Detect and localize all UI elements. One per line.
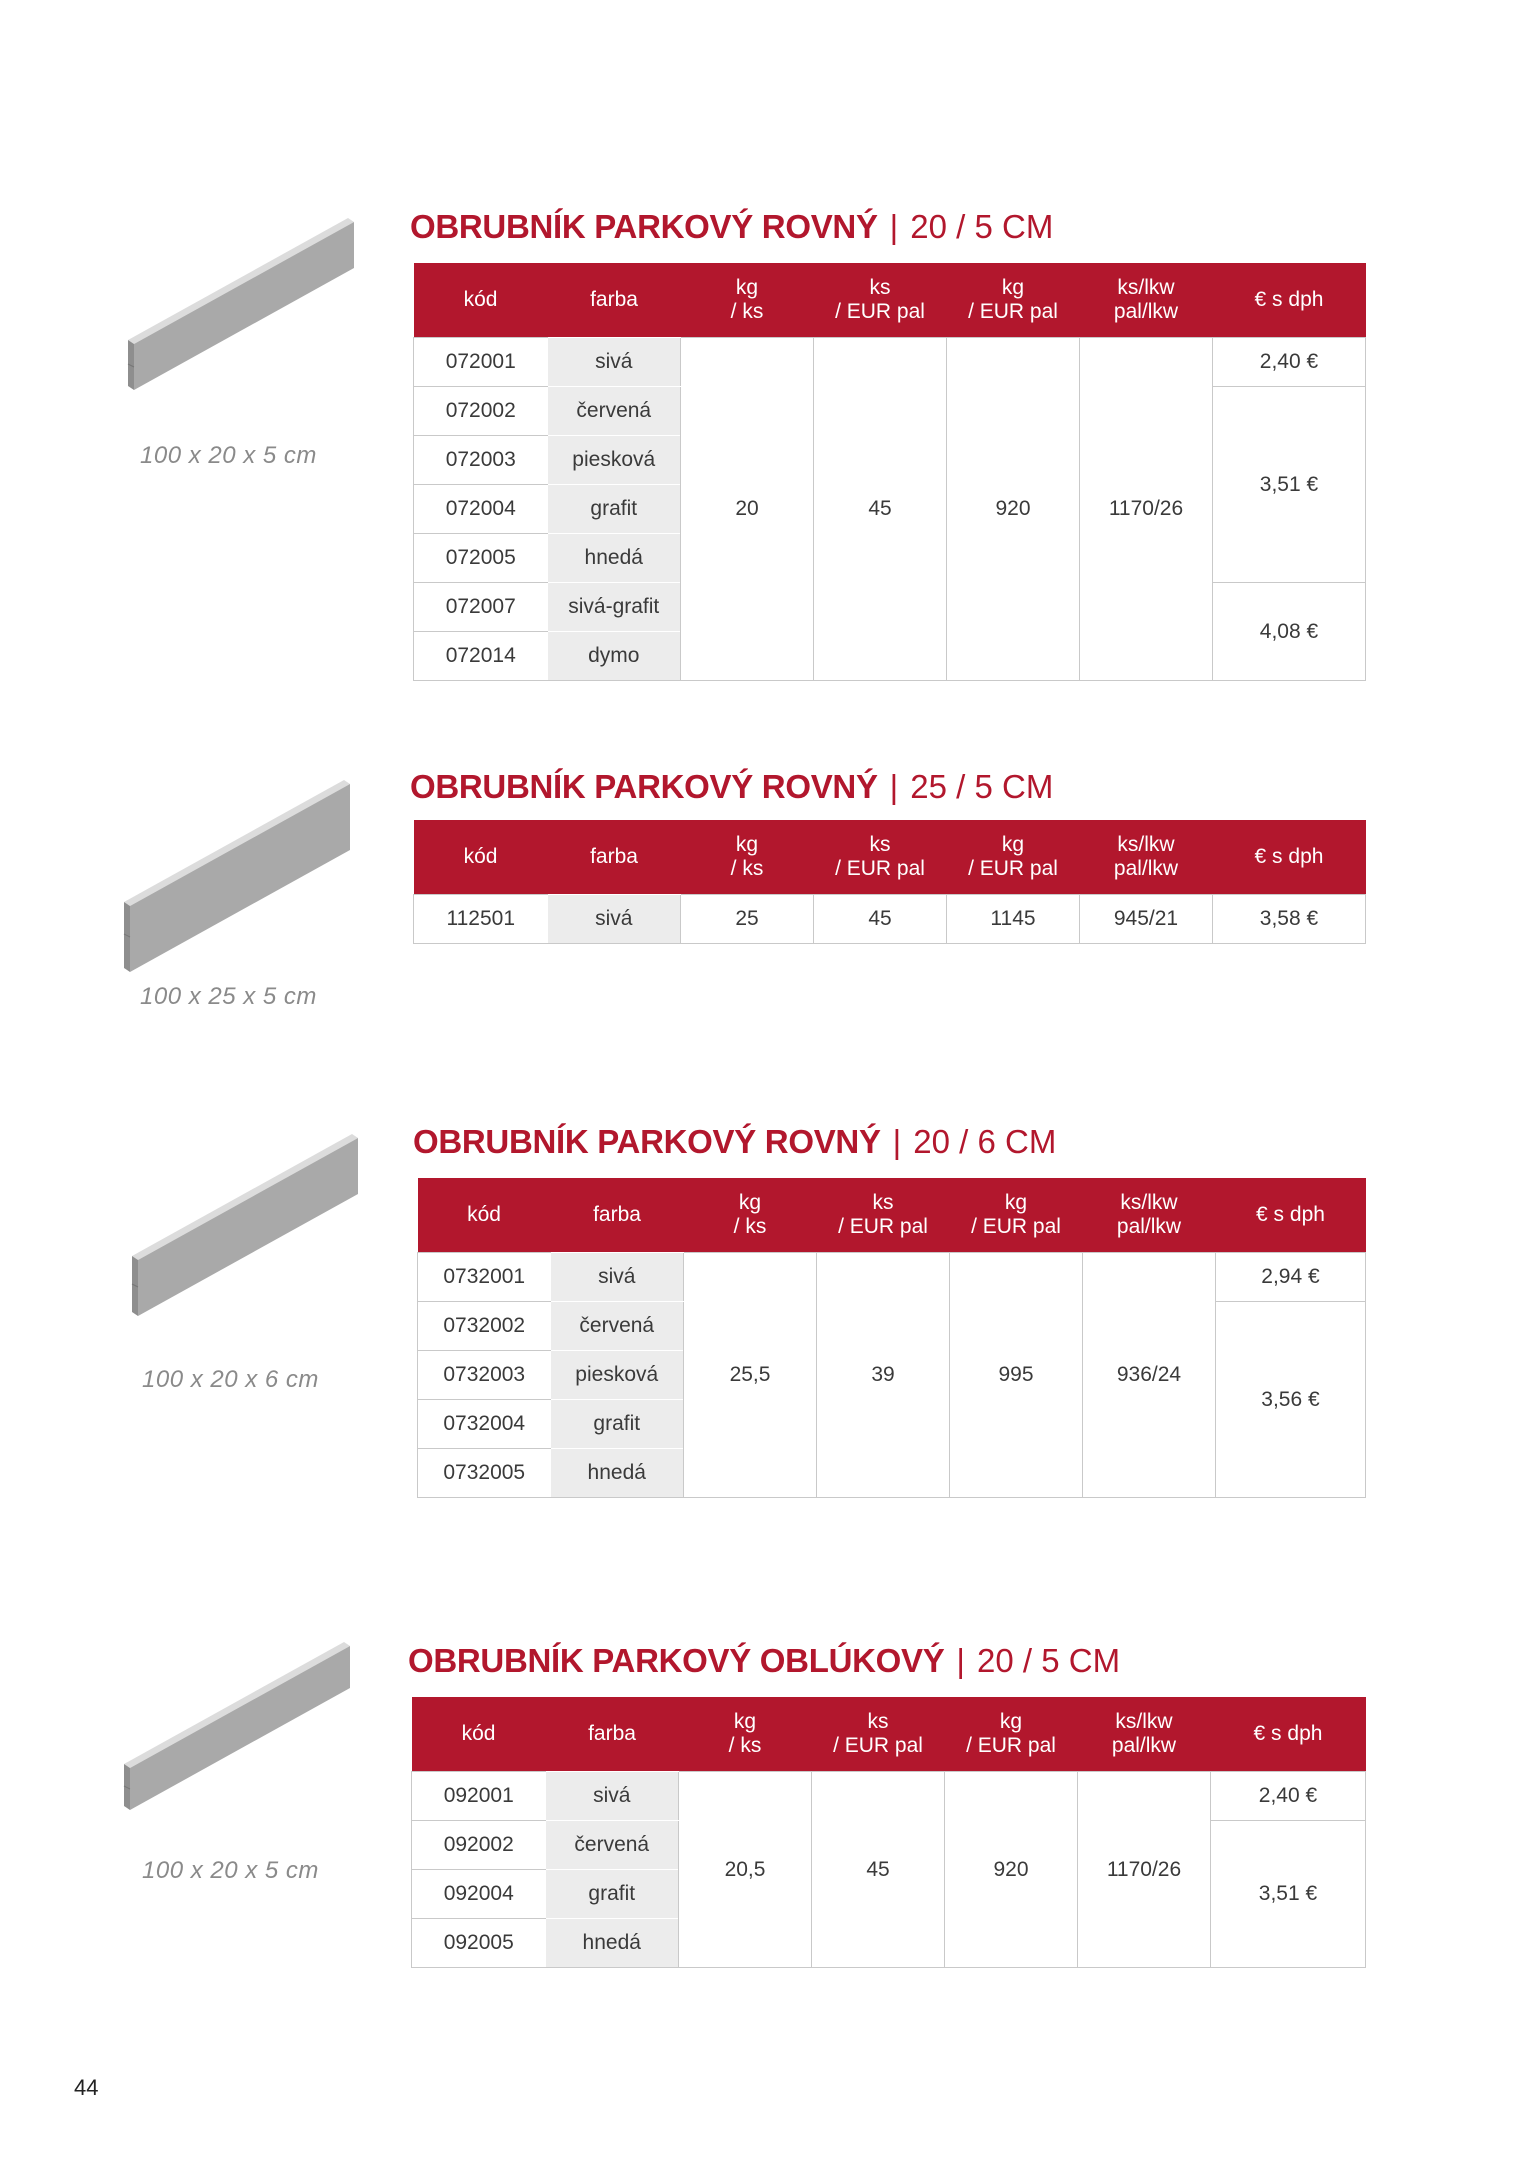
color-cell: červená	[551, 1302, 684, 1351]
code-cell: 072005	[414, 534, 548, 583]
col-farba: farba	[551, 1178, 684, 1253]
col-kg-ks-line2: / ks	[733, 1215, 767, 1238]
col-ks-pal	[814, 263, 947, 338]
col-lkw	[1080, 263, 1213, 338]
ks-pal-cell: 45	[812, 1772, 945, 1968]
col-kg-ks-line1: kg	[735, 276, 759, 299]
col-kg-ks-line1: kg	[733, 1710, 757, 1733]
col-kg-pal-line2: / EUR pal	[968, 300, 1058, 323]
col-kg-ks	[684, 1178, 817, 1253]
color-cell: piesková	[548, 436, 681, 485]
col-farba: farba	[546, 1697, 679, 1772]
color-cell: grafit	[551, 1400, 684, 1449]
price-cell: 4,08 €	[1213, 583, 1366, 681]
product-dimensions: 100 x 20 x 6 cm	[142, 1366, 319, 1393]
color-cell: sivá-grafit	[548, 583, 681, 632]
price-table	[411, 1697, 1366, 1968]
col-ks-pal	[814, 820, 947, 895]
ks-pal-cell: 39	[817, 1253, 950, 1498]
title-separator: |	[892, 1123, 902, 1160]
col-price: € s dph	[1213, 820, 1366, 895]
col-kg-pal	[950, 1178, 1083, 1253]
price-cell: 2,94 €	[1216, 1253, 1366, 1302]
curb-stone-image	[118, 774, 358, 974]
col-kg-ks-line1: kg	[738, 1191, 762, 1214]
color-cell: sivá	[551, 1253, 684, 1302]
product-size: 20 / 5 CM	[977, 1642, 1121, 1679]
section-title	[410, 770, 1053, 803]
col-price: € s dph	[1211, 1697, 1366, 1772]
col-lkw	[1083, 1178, 1216, 1253]
color-cell: piesková	[551, 1351, 684, 1400]
col-kod: kód	[414, 263, 548, 338]
col-ks-pal-line1: ks	[869, 833, 891, 856]
code-cell: 0732004	[418, 1400, 551, 1449]
col-lkw	[1080, 820, 1213, 895]
code-cell: 0732001	[418, 1253, 551, 1302]
kg-ks-cell: 20	[681, 338, 814, 681]
col-kg-ks-line2: / ks	[728, 1734, 762, 1757]
lkw-cell: 1170/26	[1078, 1772, 1211, 1968]
col-price: € s dph	[1213, 263, 1366, 338]
col-ks-pal-line1: ks	[872, 1191, 894, 1214]
code-cell: 072007	[414, 583, 548, 632]
col-kg-pal-line1: kg	[1001, 833, 1025, 856]
col-kg-ks	[679, 1697, 812, 1772]
ks-pal-cell: 45	[814, 895, 947, 944]
table-header	[412, 1697, 1366, 1772]
lkw-cell: 1170/26	[1080, 338, 1213, 681]
table-row	[418, 1253, 1366, 1302]
color-cell: červená	[546, 1821, 679, 1870]
section-title	[410, 210, 1053, 243]
color-cell: dymo	[548, 632, 681, 681]
col-lkw-line2: pal/lkw	[1113, 300, 1179, 323]
col-kg-pal-line2: / EUR pal	[966, 1734, 1056, 1757]
col-kod: kód	[412, 1697, 546, 1772]
col-lkw-line1: ks/lkw	[1117, 276, 1175, 299]
col-lkw-line1: ks/lkw	[1115, 1710, 1173, 1733]
code-cell: 072004	[414, 485, 548, 534]
product-size: 25 / 5 CM	[910, 768, 1054, 805]
curb-stone-image	[126, 1128, 366, 1328]
col-ks-pal-line1: ks	[869, 276, 891, 299]
product-name: OBRUBNÍK PARKOVÝ ROVNÝ	[410, 208, 878, 245]
code-cell: 0732005	[418, 1449, 551, 1498]
col-kod: kód	[418, 1178, 551, 1253]
col-lkw-line1: ks/lkw	[1120, 1191, 1178, 1214]
price-cell: 3,51 €	[1213, 387, 1366, 583]
col-kg-ks-line2: / ks	[730, 857, 764, 880]
title-separator: |	[956, 1642, 965, 1679]
page-number: 44	[74, 2075, 99, 2100]
product-dimensions: 100 x 20 x 5 cm	[140, 442, 317, 469]
price-cell: 3,51 €	[1211, 1821, 1366, 1968]
lkw-cell: 936/24	[1083, 1253, 1216, 1498]
col-lkw-line2: pal/lkw	[1116, 1215, 1182, 1238]
table-row	[412, 1772, 1366, 1821]
code-cell: 072003	[414, 436, 548, 485]
title-separator: |	[889, 208, 899, 245]
price-table	[413, 263, 1366, 681]
curb-stone-image	[118, 1636, 358, 1826]
col-ks-pal	[812, 1697, 945, 1772]
code-cell: 072002	[414, 387, 548, 436]
title-separator: |	[889, 768, 899, 805]
product-size: 20 / 5 CM	[910, 208, 1054, 245]
col-kg-pal	[945, 1697, 1078, 1772]
col-ks-pal-line2: / EUR pal	[838, 1215, 928, 1238]
kg-pal-cell: 1145	[947, 895, 1080, 944]
kg-pal-cell: 995	[950, 1253, 1083, 1498]
product-size: 20 / 6 CM	[913, 1123, 1057, 1160]
col-kg-pal	[947, 820, 1080, 895]
table-header	[414, 820, 1366, 895]
col-kg-ks	[681, 820, 814, 895]
curb-stone-image	[122, 212, 362, 402]
code-cell: 092002	[412, 1821, 546, 1870]
ks-pal-cell: 45	[814, 338, 947, 681]
col-kg-pal	[947, 263, 1080, 338]
col-ks-pal-line2: / EUR pal	[835, 857, 925, 880]
product-dimensions: 100 x 20 x 5 cm	[142, 1857, 319, 1884]
table-header	[418, 1178, 1366, 1253]
code-cell: 092001	[412, 1772, 546, 1821]
price-cell: 3,56 €	[1216, 1302, 1366, 1498]
col-kg-pal-line2: / EUR pal	[968, 857, 1058, 880]
color-cell: grafit	[546, 1870, 679, 1919]
col-lkw-line2: pal/lkw	[1111, 1734, 1177, 1757]
color-cell: hnedá	[548, 534, 681, 583]
table-row	[414, 338, 1366, 387]
color-cell: grafit	[548, 485, 681, 534]
kg-ks-cell: 25	[681, 895, 814, 944]
col-price: € s dph	[1216, 1178, 1366, 1253]
lkw-cell: 945/21	[1080, 895, 1213, 944]
price-cell: 2,40 €	[1213, 338, 1366, 387]
col-kg-pal-line1: kg	[1004, 1191, 1028, 1214]
color-cell: sivá	[548, 338, 681, 387]
table-header	[414, 263, 1366, 338]
col-kg-ks-line1: kg	[735, 833, 759, 856]
price-cell: 3,58 €	[1213, 895, 1366, 944]
kg-pal-cell: 920	[945, 1772, 1078, 1968]
section-title	[408, 1644, 1120, 1677]
col-farba: farba	[548, 820, 681, 895]
code-cell: 072014	[414, 632, 548, 681]
kg-pal-cell: 920	[947, 338, 1080, 681]
code-cell: 092005	[412, 1919, 546, 1968]
product-name: OBRUBNÍK PARKOVÝ ROVNÝ	[413, 1123, 881, 1160]
col-kod: kód	[414, 820, 548, 895]
col-ks-pal	[817, 1178, 950, 1253]
col-kg-ks-line2: / ks	[730, 300, 764, 323]
kg-ks-cell: 20,5	[679, 1772, 812, 1968]
col-lkw-line1: ks/lkw	[1117, 833, 1175, 856]
col-kg-pal-line1: kg	[999, 1710, 1023, 1733]
col-kg-pal-line1: kg	[1001, 276, 1025, 299]
section-title	[413, 1125, 1056, 1158]
table-row	[414, 895, 1366, 944]
code-cell: 072001	[414, 338, 548, 387]
col-kg-ks	[681, 263, 814, 338]
col-kg-pal-line2: / EUR pal	[971, 1215, 1061, 1238]
price-cell: 2,40 €	[1211, 1772, 1366, 1821]
product-name: OBRUBNÍK PARKOVÝ OBLÚKOVÝ	[408, 1642, 945, 1679]
product-dimensions: 100 x 25 x 5 cm	[140, 983, 317, 1010]
price-table	[417, 1178, 1366, 1498]
code-cell: 0732002	[418, 1302, 551, 1351]
color-cell: sivá	[548, 895, 681, 944]
color-cell: hnedá	[551, 1449, 684, 1498]
product-name: OBRUBNÍK PARKOVÝ ROVNÝ	[410, 768, 878, 805]
col-lkw	[1078, 1697, 1211, 1772]
color-cell: hnedá	[546, 1919, 679, 1968]
col-farba: farba	[548, 263, 681, 338]
code-cell: 112501	[414, 895, 548, 944]
col-lkw-line2: pal/lkw	[1113, 857, 1179, 880]
code-cell: 092004	[412, 1870, 546, 1919]
col-ks-pal-line1: ks	[867, 1710, 889, 1733]
col-ks-pal-line2: / EUR pal	[833, 1734, 923, 1757]
col-ks-pal-line2: / EUR pal	[835, 300, 925, 323]
color-cell: sivá	[546, 1772, 679, 1821]
code-cell: 0732003	[418, 1351, 551, 1400]
color-cell: červená	[548, 387, 681, 436]
kg-ks-cell: 25,5	[684, 1253, 817, 1498]
price-table	[413, 820, 1366, 944]
